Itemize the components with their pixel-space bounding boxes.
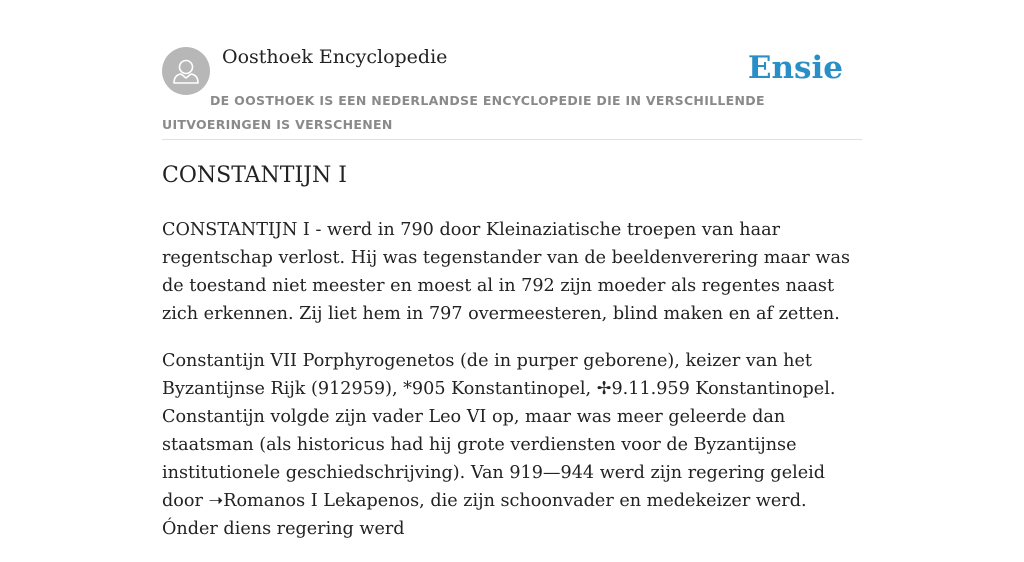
article-paragraph: Constantijn VII Porphyrogenetos (de in purper geborene), keizer van het Byzantijnse Rijk (912959), *905 Konstantinopel, ✢9.11.959 Konstantinopel. Constantijn volgde zijn vader Leo VI op, maar was meer geleerde dan staatsman (als historicus had hij grote verdiensten voor de Byzantijnse institutionele geschiedschrijving). Van 919—944 werd zijn regering geleid door ➝Romanos I Lekapenos, die zijn schoonvader en medekeizer werd. Ónder diens regering werd (162, 351, 836, 539)
avatar-silhouette-icon (162, 47, 210, 95)
brand-logo[interactable]: Ensie (747, 50, 843, 86)
article-title: CONSTANTIJN I (162, 163, 347, 188)
article-paragraph: CONSTANTIJN I - werd in 790 door Kleinaziatische troepen van haar regentschap verlost. Hij was tegenstander van de beeldenverering maar was de toestand niet meester en moest al in 792 zijn moeder als regentes naast zich erkennen. Zij liet hem in 797 overmeesteren, blind maken en af zetten. (162, 220, 850, 324)
site-title[interactable]: Oosthoek Encyclopedie (222, 46, 448, 68)
site-header (162, 0, 862, 140)
site-tagline: DE OOSTHOEK IS EEN NEDERLANDSE ENCYCLOPEDIE DIE IN VERSCHILLENDE UITVOERINGEN IS VERSCHENEN (162, 93, 765, 132)
article-body (162, 216, 864, 562)
page (162, 0, 862, 539)
user-avatar-icon[interactable] (162, 47, 210, 95)
